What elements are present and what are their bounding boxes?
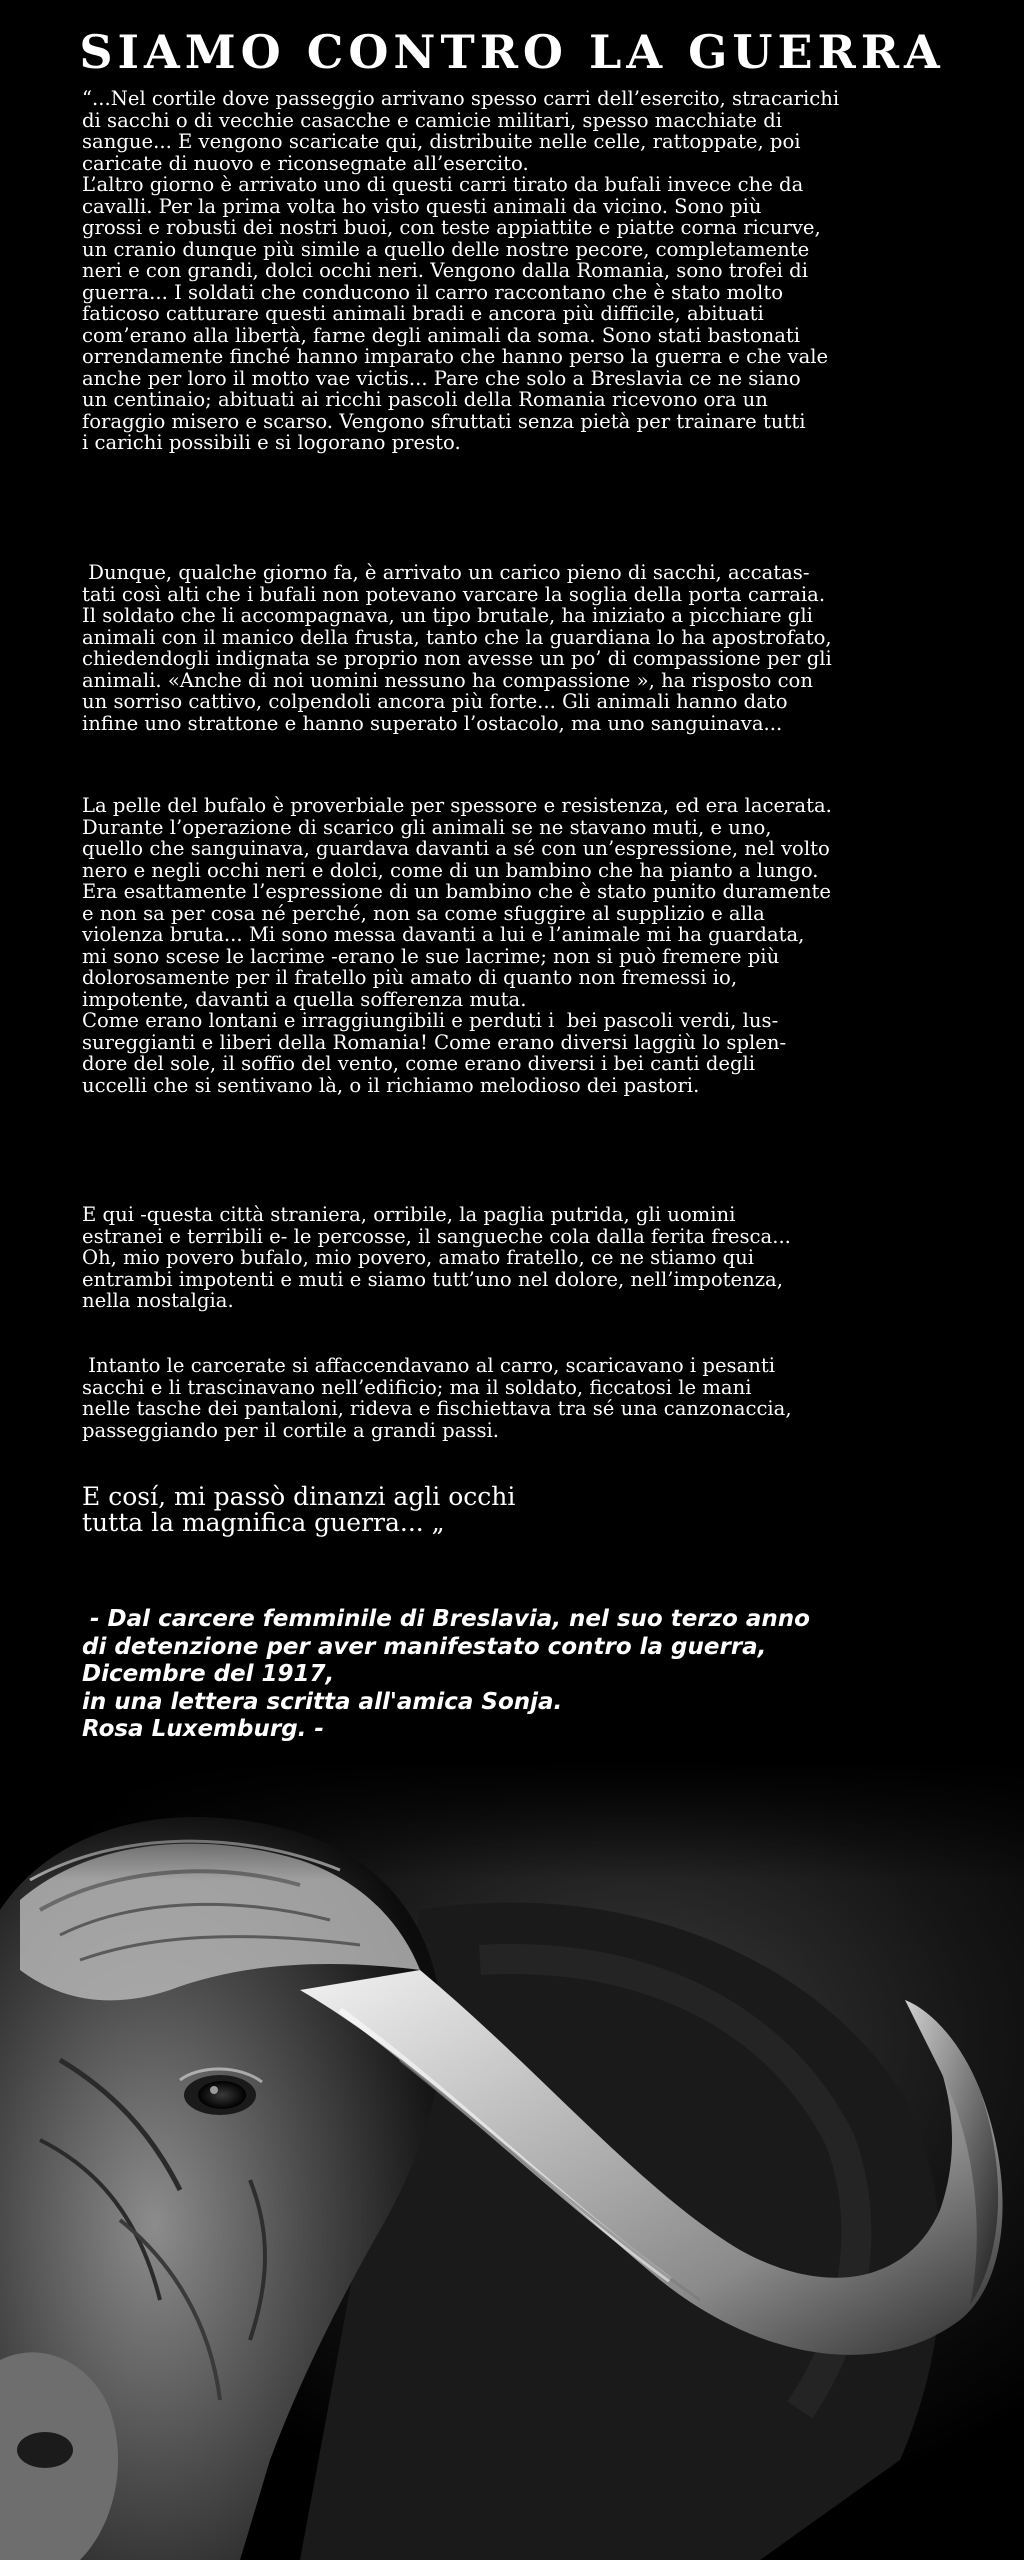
text-line: entrambi impotenti e muti e siamo tutt’uno nel dolore, nell’impotenza, xyxy=(82,1267,783,1291)
text-line: animali. «Anche di noi uomini nessuno ha compassione », ha risposto con xyxy=(82,668,813,692)
text-line: cavalli. Per la prima volta ho visto questi animali da vicino. Sono più xyxy=(82,194,762,218)
attribution-line: - Dal carcere femminile di Breslavia, nel suo terzo anno xyxy=(82,1606,810,1632)
closing-quote xyxy=(82,1484,515,1536)
attribution-line: in una lettera scritta all'amica Sonja. xyxy=(82,1688,563,1715)
attribution-line: di detenzione per aver manifestato contro la guerra, xyxy=(82,1633,767,1660)
text-line: nella nostalgia. xyxy=(82,1289,234,1312)
text-line: Durante l’operazione di scarico gli animali se ne stavano muti, e uno, xyxy=(82,815,772,839)
text-line: un centinaio; abituati ai ricchi pascoli della Romania ricevono ora un xyxy=(82,388,768,411)
text-line: guerra... I soldati che conducono il carro raccontano che è stato molto xyxy=(82,280,783,304)
text-line: Oh, mio povero bufalo, mio povero, amato fratello, ce ne stiamo qui xyxy=(82,1246,755,1269)
letter-paragraph-3 xyxy=(82,795,962,1096)
letter-paragraph-4 xyxy=(82,1204,962,1312)
text-line: sureggianti e liberi della Romania! Come erano diversi laggiù lo splen- xyxy=(82,1030,787,1054)
text-line: quello che sanguinava, guardava davanti a sé con un’espressione, nel volto xyxy=(82,837,830,860)
text-line: Era esattamente l’espressione di un bambino che è stato punito duramente xyxy=(82,880,832,903)
text-line: uccelli che si sentivano là, o il richiamo melodioso dei pastori. xyxy=(82,1073,700,1097)
text-line: caricate di nuovo e riconsegnate all’esercito. xyxy=(82,151,529,175)
text-line: estranei e terribili e- le percosse, il sangueche cola dalla ferita fresca... xyxy=(82,1224,791,1248)
text-line: Intanto le carcerate si affaccendavano al carro, scaricavano i pesanti xyxy=(82,1354,776,1377)
text-line: di sacchi o di vecchie casacche e camicie militari, spesso macchiate di xyxy=(82,108,783,132)
text-line: un cranio dunque più simile a quello delle nostre pecore, completamente xyxy=(82,237,810,261)
buffalo-image xyxy=(0,1760,1024,2560)
closing-line: tutta la magnifica guerra... „ xyxy=(82,1508,445,1537)
text-line: La pelle del bufalo è proverbiale per spessore e resistenza, ed era lacerata. xyxy=(82,794,832,817)
text-line: nelle tasche dei pantaloni, rideva e fischiettava tra sé una canzonaccia, xyxy=(82,1397,792,1420)
attribution-line: Dicembre del 1917, xyxy=(82,1661,335,1687)
text-line: un sorriso cattivo, colpendoli ancora più forte... Gli animali hanno dato xyxy=(82,690,788,713)
letter-paragraph-2 xyxy=(82,562,962,734)
text-line: infine uno strattone e hanno superato l’ostacolo, ma uno sanguinava... xyxy=(82,711,783,735)
text-line: e non sa per cosa né perché, non sa come sfuggire al supplizio e alla xyxy=(82,901,765,925)
text-line: dore del sole, il soffio del vento, come erano diversi i bei canti degli xyxy=(82,1052,756,1075)
text-line: dolorosamente per il fratello più amato di quanto non fremessi io, xyxy=(82,966,738,989)
text-line: anche per loro il motto vae victis... Pare che solo a Breslavia ce ne siano xyxy=(82,366,801,390)
text-line: tati così alti che i bufali non potevano varcare la soglia della porta carraia. xyxy=(82,582,826,606)
text-line: passeggiando per il cortile a grandi passi. xyxy=(82,1418,499,1442)
text-line: E qui -questa città straniera, orribile, la paglia putrida, gli uomini xyxy=(82,1203,736,1226)
text-line: com’erano alla libertà, farne degli animali da soma. Sono stati bastonati xyxy=(82,323,801,347)
letter-paragraph-5 xyxy=(82,1355,962,1441)
text-line: nero e negli occhi neri e dolci, come di un bambino che ha pianto a lungo. xyxy=(82,858,819,882)
text-line: Come erano lontani e irraggiungibili e perduti i bei pascoli verdi, lus- xyxy=(82,1009,779,1032)
text-line: chiedendogli indignata se proprio non avesse un po’ di compassione per gli xyxy=(82,647,832,670)
closing-line: E cosí, mi passò dinanzi agli occhi xyxy=(82,1482,516,1511)
text-line: impotente, davanti a quella sofferenza muta. xyxy=(82,987,527,1011)
text-line: Dunque, qualche giorno fa, è arrivato un carico pieno di sacchi, accatas- xyxy=(82,561,810,584)
text-line: mi sono scese le lacrime -erano le sue lacrime; non si può fremere più xyxy=(82,944,780,968)
attribution xyxy=(82,1606,810,1744)
attribution-line: Rosa Luxemburg. - xyxy=(82,1716,324,1742)
text-line: foraggio misero e scarso. Vengono sfruttati senza pietà per trainare tutti xyxy=(82,409,806,433)
text-line: “...Nel cortile dove passeggio arrivano spesso carri dell’esercito, stracarichi xyxy=(82,87,840,110)
text-line: i carichi possibili e si logorano presto. xyxy=(82,431,461,454)
text-line: sacchi e li trascinavano nell’edificio; ma il soldato, ficcatosi le mani xyxy=(82,1375,752,1399)
text-line: violenza bruta... Mi sono messa davanti a lui e l’animale mi ha guardata, xyxy=(82,923,805,946)
text-line: faticoso catturare questi animali bradi e ancora più difficile, abituati xyxy=(82,302,764,325)
text-line: orrendamente finché hanno imparato che hanno perso la guerra e che vale xyxy=(82,345,829,368)
text-line: neri e con grandi, dolci occhi neri. Vengono dalla Romania, sono trofei di xyxy=(82,259,808,282)
text-line: animali con il manico della frusta, tanto che la guardiana lo ha apostrofato, xyxy=(82,625,832,649)
text-line: Il soldato che li accompagnava, un tipo brutale, ha iniziato a picchiare gli xyxy=(82,604,813,627)
page-title: SIAMO CONTRO LA GUERRA xyxy=(79,25,945,79)
letter-paragraph-1 xyxy=(82,88,962,454)
text-line: sangue... E vengono scaricate qui, distribuite nelle celle, rattoppate, poi xyxy=(82,130,801,153)
text-line: grossi e robusti dei nostri buoi, con teste appiattite e piatte corna ricurve, xyxy=(82,216,821,239)
text-line: L’altro giorno è arrivato uno di questi carri tirato da bufali invece che da xyxy=(82,173,804,196)
